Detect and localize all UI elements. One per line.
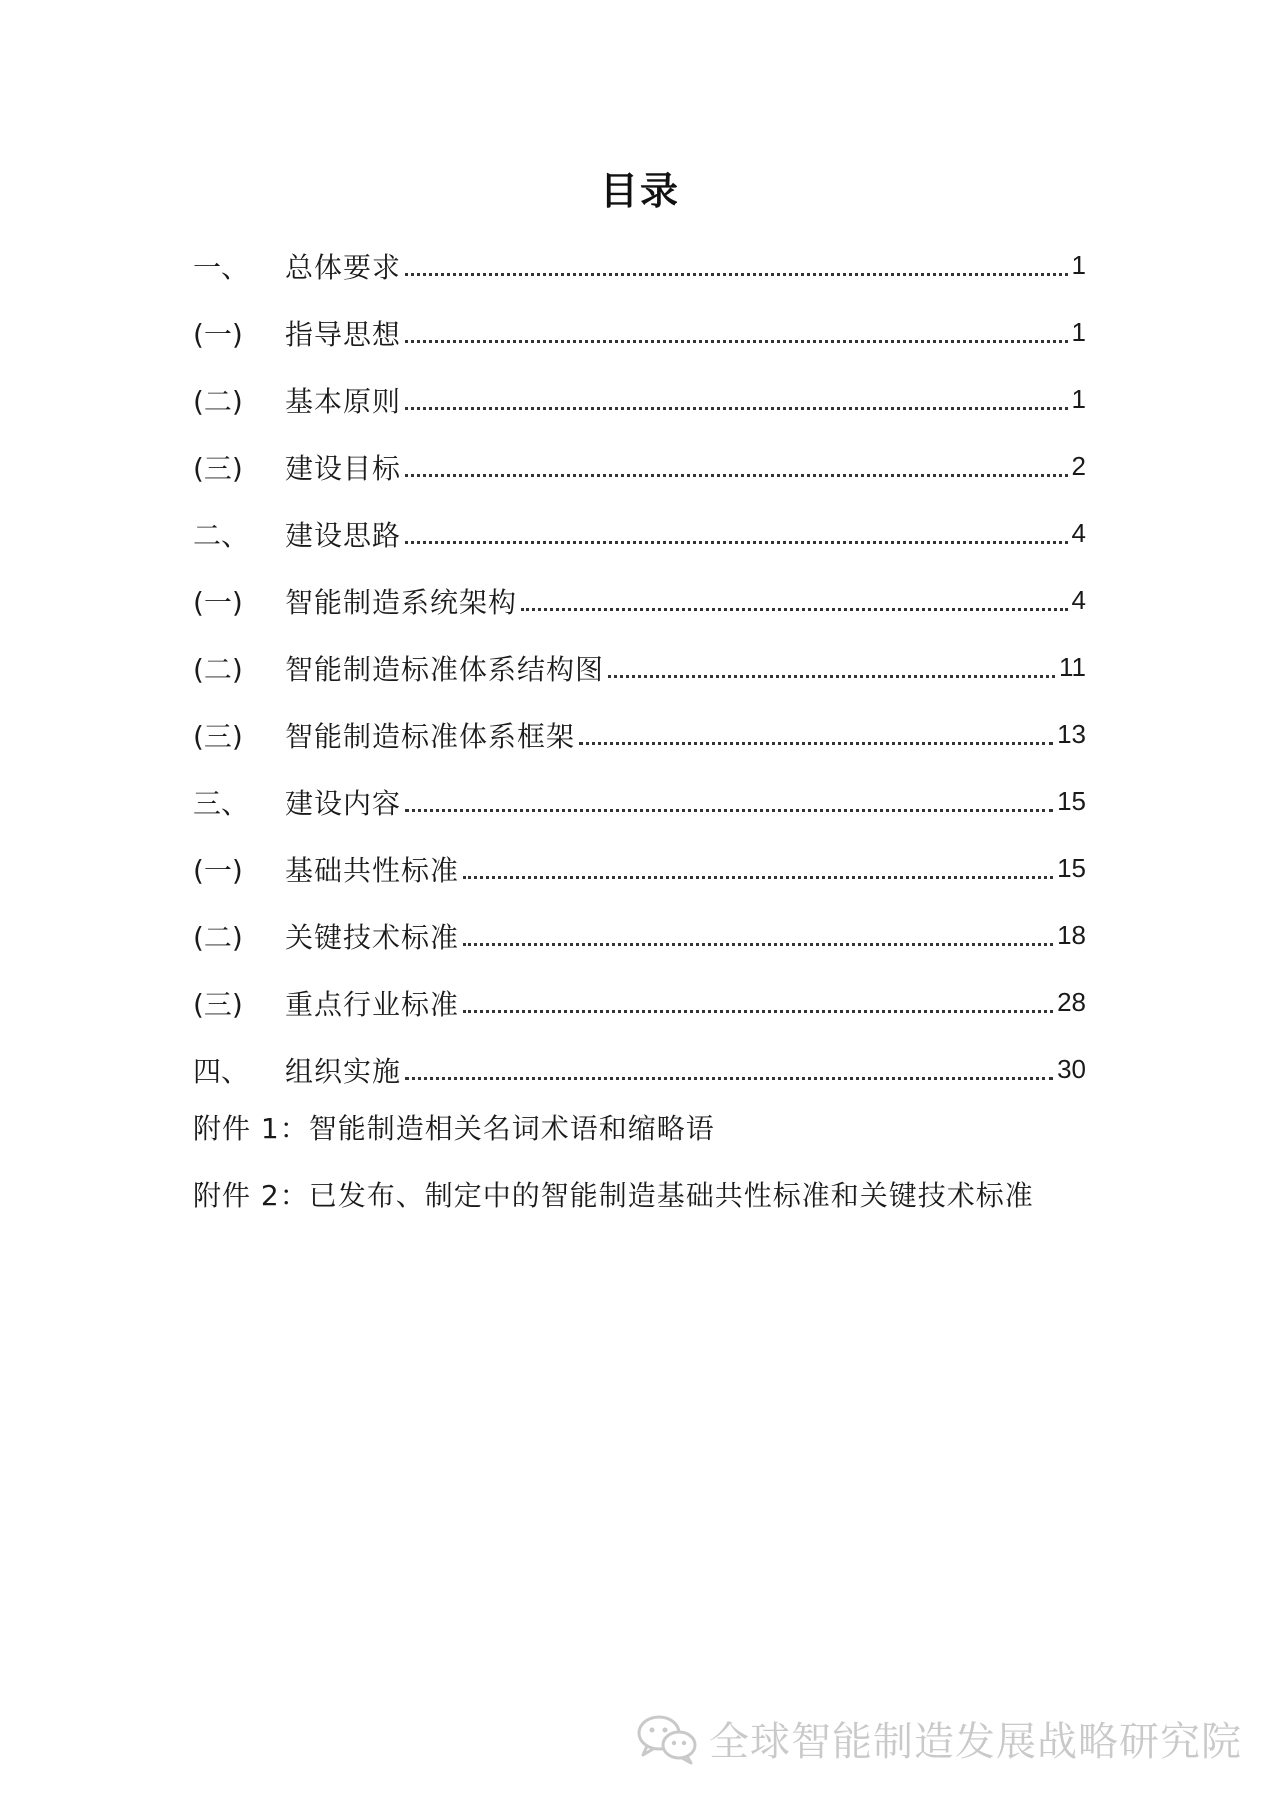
toc-entry-label: 建设目标 (285, 451, 402, 485)
toc-entry[interactable] (193, 1036, 1086, 1103)
toc-entry-page: 13 (1057, 719, 1086, 749)
toc-entry-page: 4 (1071, 518, 1086, 548)
toc-leader-dots (579, 742, 1053, 745)
toc-entry[interactable] (193, 768, 1086, 835)
toc-entry-label: 建设内容 (285, 786, 402, 820)
toc-entry-label: 组织实施 (285, 1054, 402, 1088)
toc-entry-page: 11 (1059, 652, 1086, 682)
toc-entry-label: 基本原则 (285, 384, 402, 418)
toc-entry-number: (一) (193, 317, 243, 351)
toc-entry-label: 建设思路 (285, 518, 402, 552)
toc-leader-dots (608, 675, 1055, 678)
toc-entry-page: 1 (1071, 384, 1086, 414)
toc-entry[interactable] (193, 902, 1086, 969)
toc-entry-label: 关键技术标准 (285, 920, 460, 954)
toc-entry-page: 15 (1057, 853, 1086, 883)
toc-entry-label: 指导思想 (285, 317, 402, 351)
toc-entry-number: (二) (193, 920, 243, 954)
toc-entry[interactable] (193, 634, 1086, 701)
toc-entry-page: 2 (1071, 451, 1086, 481)
toc-entry[interactable] (193, 433, 1086, 500)
toc-entry-number: (三) (193, 987, 243, 1021)
toc-entry-number: (二) (193, 652, 243, 686)
appendix-2: 附件 2：已发布、制定中的智能制造基础共性标准和关键技术标准 (193, 1179, 1034, 1212)
toc-entry[interactable] (193, 969, 1086, 1036)
toc-leader-dots (463, 943, 1053, 946)
toc-entry-number: (一) (193, 853, 243, 887)
appendix-1: 附件 1：智能制造相关名词术语和缩略语 (193, 1112, 715, 1145)
toc-entry-page: 1 (1071, 250, 1086, 280)
toc-entry[interactable] (193, 299, 1086, 366)
toc-entry-label: 基础共性标准 (285, 853, 460, 887)
toc-entry-label: 总体要求 (285, 250, 402, 284)
toc-entry-label: 智能制造标准体系结构图 (285, 652, 605, 686)
toc-entry[interactable] (193, 232, 1086, 299)
toc-entry[interactable] (193, 366, 1086, 433)
toc-leader-dots (405, 273, 1068, 276)
toc-entry-page: 30 (1057, 1054, 1086, 1084)
toc-leader-dots (405, 809, 1053, 812)
toc-entry-page: 28 (1057, 987, 1086, 1017)
toc-entry-label: 重点行业标准 (285, 987, 460, 1021)
toc-leader-dots (463, 876, 1053, 879)
toc-entry-number: 二、 (193, 518, 250, 552)
toc-entry-number: (一) (193, 585, 243, 619)
toc-leader-dots (405, 474, 1068, 477)
watermark (635, 1710, 1242, 1767)
toc-leader-dots (405, 340, 1068, 343)
page-title: 目录 (599, 169, 680, 213)
toc-entry-number: (二) (193, 384, 243, 418)
toc-entry-label: 智能制造系统架构 (285, 585, 518, 619)
table-of-contents (193, 232, 1086, 1103)
toc-entry-label: 智能制造标准体系框架 (285, 719, 576, 753)
toc-entry[interactable] (193, 701, 1086, 768)
toc-entry-number: (三) (193, 719, 243, 753)
wechat-icon (635, 1713, 699, 1765)
toc-leader-dots (405, 407, 1068, 410)
toc-entry-number: 一、 (193, 250, 250, 284)
toc-entry-page: 18 (1057, 920, 1086, 950)
toc-entry-number: (三) (193, 451, 243, 485)
toc-entry[interactable] (193, 500, 1086, 567)
toc-entry-page: 4 (1071, 585, 1086, 615)
toc-leader-dots (463, 1010, 1053, 1013)
watermark-text: 全球智能制造发展战略研究院 (709, 1719, 1242, 1765)
toc-entry-page: 1 (1071, 317, 1086, 347)
toc-entry-number: 三、 (193, 786, 250, 820)
toc-leader-dots (405, 541, 1068, 544)
toc-entry[interactable] (193, 835, 1086, 902)
toc-entry[interactable] (193, 567, 1086, 634)
toc-entry-page: 15 (1057, 786, 1086, 816)
toc-entry-number: 四、 (193, 1054, 250, 1088)
toc-leader-dots (405, 1077, 1053, 1080)
toc-leader-dots (521, 608, 1068, 611)
